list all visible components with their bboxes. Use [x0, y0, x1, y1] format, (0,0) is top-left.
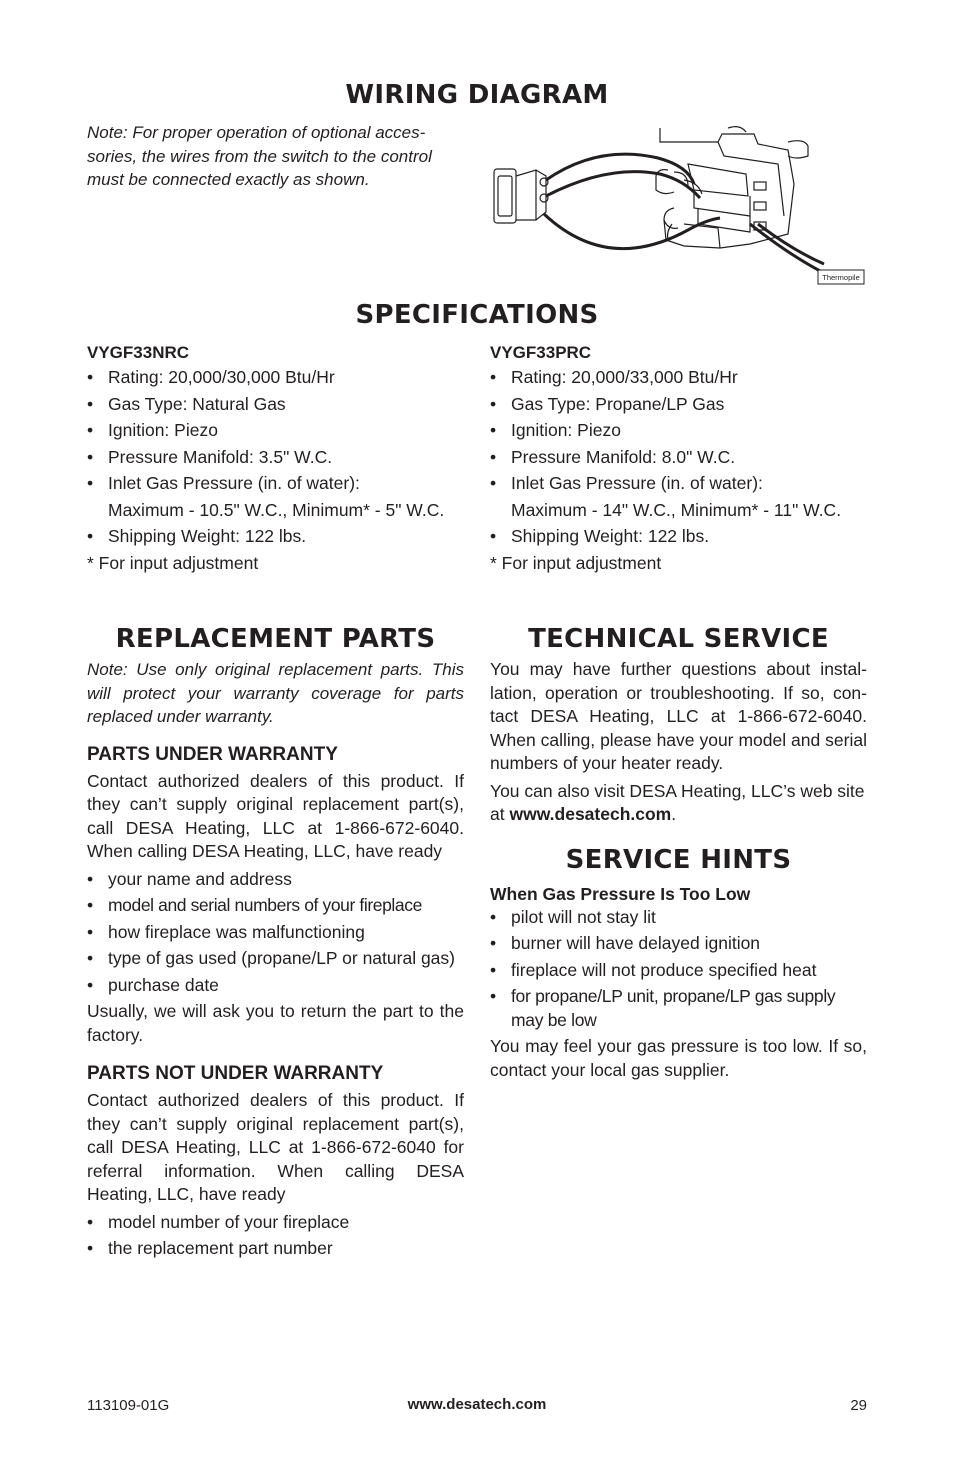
list-item: • your name and address [87, 868, 464, 892]
spec-footnote: * For input adjustment [490, 552, 662, 573]
visit-prefix: You can also visit DESA Heating, LLC’s web site at [490, 780, 865, 824]
parts-not-under-warranty-text: Contact authorized dealers of this product. If they can’t supply original replacement part(s), call DESA Heating, LLC at 1-866-672-6040 for referral information. When calling DESA Heating, LLC, have ready [87, 1090, 464, 1204]
replacement-parts-column [87, 624, 464, 1264]
wiring-diagram-illustration [488, 124, 868, 288]
spec-model-name: VYGF33NRC [87, 343, 190, 362]
parts-not-under-warranty-list [87, 1211, 464, 1261]
thermopile-label: Thermopile [822, 273, 860, 282]
spec-column-natural-gas [87, 342, 472, 576]
wiring-diagram-svg [488, 124, 868, 288]
spec-item-weight: • Shipping Weight: 122 lbs. [490, 523, 875, 550]
list-item: • pilot will not stay lit [490, 906, 867, 930]
list-item: • how fireplace was malfunctioning [87, 921, 464, 945]
spec-item-inlet-detail: Maximum - 14" W.C., Minimum* - 11" W.C. [511, 499, 842, 520]
list-item: • purchase date [87, 974, 464, 998]
spec-item-inlet [490, 470, 875, 523]
spec-item-gas-type: • Gas Type: Propane/LP Gas [490, 391, 875, 418]
technical-service-visit [490, 780, 867, 827]
parts-under-warranty-text: Contact authorized dealers of this product. If they can’t supply original replacement part(s), call DESA Heating, LLC at 1-866-672-6040. When calling DESA Heating, LLC, have ready [87, 770, 464, 861]
specifications-title: SPECIFICATIONS [355, 300, 599, 330]
spec-item-manifold: • Pressure Manifold: 3.5" W.C. [87, 444, 472, 471]
technical-service-column [490, 624, 867, 1082]
spec-item-ignition: • Ignition: Piezo [87, 417, 472, 444]
footer-website[interactable]: www.desatech.com [407, 1396, 547, 1413]
spec-item-inlet [87, 470, 472, 523]
spec-item-weight: • Shipping Weight: 122 lbs. [87, 523, 472, 550]
spec-list [87, 364, 472, 550]
footer-page-number: 29 [850, 1397, 867, 1414]
parts-not-under-warranty-heading: PARTS NOT UNDER WARRANTY [87, 1063, 384, 1084]
spec-item-inlet-label: Inlet Gas Pressure (in. of water): [108, 473, 360, 493]
parts-under-warranty-list [87, 868, 464, 998]
list-item: • the replacement part number [87, 1237, 464, 1261]
technical-service-text: You may have further questions about instal-lation, operation or troubleshooting. If so, con-tact DESA Heating, LLC at 1-866-672-6040. When calling, please have your model and serial numbers of your heater ready. [490, 659, 867, 773]
list-item: • fireplace will not produce specified heat [490, 959, 867, 983]
visit-suffix: . [671, 804, 677, 824]
wiring-note: Note: For proper operation of optional acces-sories, the wires from the switch to the control must be connected exactly as shown. [87, 123, 432, 189]
spec-item-ignition: • Ignition: Piezo [490, 417, 875, 444]
service-hints-title: SERVICE HINTS [565, 844, 792, 875]
spec-list [490, 364, 875, 550]
service-hints-closing: You may feel your gas pressure is too low. If so, contact your local gas supplier. [490, 1036, 867, 1080]
service-hints-subheading: When Gas Pressure Is Too Low [490, 883, 751, 904]
list-item: • type of gas used (propane/LP or natural gas) [87, 947, 464, 971]
spec-column-propane [490, 342, 875, 576]
spec-item-inlet-label: Inlet Gas Pressure (in. of water): [511, 473, 763, 493]
replacement-parts-title: REPLACEMENT PARTS [115, 624, 436, 654]
replacement-note: Note: Use only original replacement parts. This will protect your warranty coverage for parts replaced under warranty. [87, 660, 464, 726]
technical-service-title: TECHNICAL SERVICE [528, 624, 829, 654]
list-item: • for propane/LP unit, propane/LP gas supply may be low [490, 985, 867, 1032]
spec-model-name: VYGF33PRC [490, 343, 592, 362]
parts-under-warranty-closing: Usually, we will ask you to return the part to the factory. [87, 1001, 464, 1045]
footer-doc-number: 113109-01G [87, 1397, 170, 1414]
spec-item-rating: • Rating: 20,000/30,000 Btu/Hr [87, 364, 472, 391]
list-item: • model number of your fireplace [87, 1211, 464, 1235]
wiring-diagram-title: WIRING DIAGRAM [345, 80, 609, 110]
list-item: • burner will have delayed ignition [490, 932, 867, 956]
service-hints-list [490, 906, 867, 1033]
spec-item-inlet-detail: Maximum - 10.5" W.C., Minimum* - 5" W.C. [108, 499, 445, 520]
spec-item-gas-type: • Gas Type: Natural Gas [87, 391, 472, 418]
list-item: • model and serial numbers of your fireplace [87, 894, 464, 918]
spec-item-manifold: • Pressure Manifold: 8.0" W.C. [490, 444, 875, 471]
parts-under-warranty-heading: PARTS UNDER WARRANTY [87, 743, 338, 765]
spec-footnote: * For input adjustment [87, 552, 259, 573]
spec-item-rating: • Rating: 20,000/33,000 Btu/Hr [490, 364, 875, 391]
website-link[interactable]: www.desatech.com [509, 804, 672, 824]
